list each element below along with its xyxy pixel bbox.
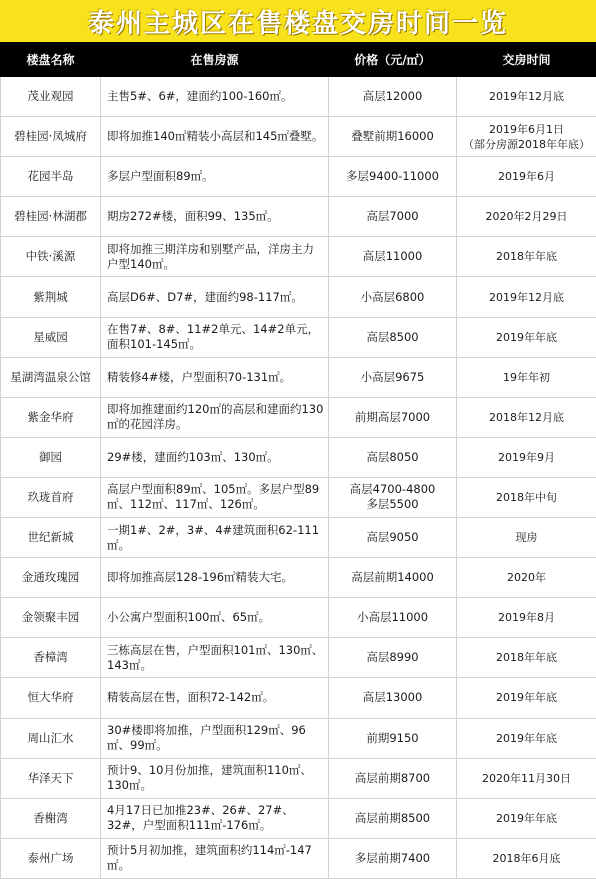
cell-delivery: 2018年年底 — [457, 638, 596, 678]
cell-price: 高层8500 — [329, 317, 457, 357]
cell-source: 精装修4#楼，户型面积70-131㎡。 — [101, 357, 329, 397]
cell-name: 恒大华府 — [1, 678, 101, 718]
cell-name: 碧桂园·林湖郡 — [1, 197, 101, 237]
table-row — [1, 277, 596, 317]
cell-name: 紫金华府 — [1, 397, 101, 437]
cell-delivery: 2018年中旬 — [457, 477, 596, 517]
table-row — [1, 157, 596, 197]
cell-source: 即将加推建面约120㎡的高层和建面约130㎡的花园洋房。 — [101, 397, 329, 437]
cell-delivery: 2019年6月1日 （部分房源2018年年底） — [457, 117, 596, 157]
table-row — [1, 317, 596, 357]
cell-name: 泰州广场 — [1, 838, 101, 878]
cell-name: 花园半岛 — [1, 157, 101, 197]
cell-name: 紫荆城 — [1, 277, 101, 317]
cell-source: 即将加推三期洋房和别墅产品，洋房主力户型140㎡。 — [101, 237, 329, 277]
table-row — [1, 758, 596, 798]
table-row — [1, 678, 596, 718]
cell-source: 高层户型面积89㎡、105㎡。多层户型89㎡、112㎡、117㎡、126㎡。 — [101, 477, 329, 517]
cell-price: 高层4700-4800 多层5500 — [329, 477, 457, 517]
page-title: 泰州主城区在售楼盘交房时间一览 — [88, 3, 508, 40]
table-row — [1, 357, 596, 397]
table-row — [1, 237, 596, 277]
cell-source: 高层D6#、D7#，建面约98-117㎡。 — [101, 277, 329, 317]
table-row — [1, 197, 596, 237]
cell-delivery: 2020年 — [457, 558, 596, 598]
cell-price: 高层7000 — [329, 197, 457, 237]
cell-name: 星湖湾温泉公馆 — [1, 357, 101, 397]
cell-source: 期房272#楼，面积99、135㎡。 — [101, 197, 329, 237]
cell-price: 高层前期8700 — [329, 758, 457, 798]
cell-source: 预计9、10月份加推，建筑面积110㎡、130㎡。 — [101, 758, 329, 798]
header-delivery: 交房时间 — [457, 43, 596, 77]
cell-source: 多层户型面积89㎡。 — [101, 157, 329, 197]
cell-delivery: 现房 — [457, 518, 596, 558]
table-row — [1, 77, 596, 117]
cell-name: 中铁·溪源 — [1, 237, 101, 277]
cell-delivery: 2019年年底 — [457, 718, 596, 758]
cell-source: 29#楼，建面约103㎡、130㎡。 — [101, 437, 329, 477]
cell-delivery: 2019年9月 — [457, 437, 596, 477]
table-header — [1, 43, 596, 77]
cell-price: 高层9050 — [329, 518, 457, 558]
cell-delivery: 2019年12月底 — [457, 277, 596, 317]
table-row — [1, 558, 596, 598]
table-row — [1, 798, 596, 838]
cell-delivery: 2018年年底 — [457, 237, 596, 277]
cell-name: 御园 — [1, 437, 101, 477]
cell-price: 高层前期14000 — [329, 558, 457, 598]
table-row — [1, 477, 596, 517]
cell-delivery: 2019年6月 — [457, 157, 596, 197]
cell-price: 叠墅前期16000 — [329, 117, 457, 157]
table-row — [1, 598, 596, 638]
cell-price: 高层13000 — [329, 678, 457, 718]
cell-name: 碧桂园·凤城府 — [1, 117, 101, 157]
cell-price: 高层11000 — [329, 237, 457, 277]
table-row — [1, 518, 596, 558]
cell-name: 星威园 — [1, 317, 101, 357]
cell-price: 小高层6800 — [329, 277, 457, 317]
table-body — [1, 77, 596, 879]
cell-price: 前期高层7000 — [329, 397, 457, 437]
cell-name: 茂业观园 — [1, 77, 101, 117]
cell-source: 精装高层在售，面积72-142㎡。 — [101, 678, 329, 718]
cell-source: 即将加推140㎡精装小高层和145㎡叠墅。 — [101, 117, 329, 157]
cell-name: 香樟湾 — [1, 638, 101, 678]
header-price: 价格（元/㎡） — [329, 43, 457, 77]
cell-name: 华泽天下 — [1, 758, 101, 798]
cell-name: 香榭湾 — [1, 798, 101, 838]
cell-source: 一期1#、2#，3#、4#建筑面积62-111㎡。 — [101, 518, 329, 558]
cell-price: 小高层11000 — [329, 598, 457, 638]
table-row — [1, 718, 596, 758]
cell-price: 高层8990 — [329, 638, 457, 678]
cell-delivery: 2019年12月底 — [457, 77, 596, 117]
cell-source: 三栋高层在售，户型面积101㎡、130㎡、143㎡。 — [101, 638, 329, 678]
table-row — [1, 638, 596, 678]
cell-delivery: 2018年6月底 — [457, 838, 596, 878]
title-banner — [0, 0, 596, 42]
cell-source: 30#楼即将加推，户型面积129㎡、96㎡、99㎡。 — [101, 718, 329, 758]
table-row — [1, 117, 596, 157]
cell-source: 小公寓户型面积100㎡、65㎡。 — [101, 598, 329, 638]
cell-delivery: 2019年年底 — [457, 678, 596, 718]
cell-name: 玖珑首府 — [1, 477, 101, 517]
cell-name: 周山汇水 — [1, 718, 101, 758]
cell-source: 主售5#、6#，建面约100-160㎡。 — [101, 77, 329, 117]
cell-price: 高层12000 — [329, 77, 457, 117]
header-row — [1, 43, 596, 77]
cell-source: 4月17日已加推23#、26#、27#、32#，户型面积111㎡-176㎡。 — [101, 798, 329, 838]
cell-source: 预计5月初加推，建筑面积约114㎡-147㎡。 — [101, 838, 329, 878]
cell-delivery: 2019年8月 — [457, 598, 596, 638]
cell-name: 金通玫瑰园 — [1, 558, 101, 598]
table-row — [1, 397, 596, 437]
housing-table — [0, 42, 596, 879]
cell-delivery: 19年年初 — [457, 357, 596, 397]
cell-source: 在售7#、8#、11#2单元、14#2单元，面积101-145㎡。 — [101, 317, 329, 357]
table-row — [1, 838, 596, 878]
cell-price: 多层前期7400 — [329, 838, 457, 878]
cell-delivery: 2018年12月底 — [457, 397, 596, 437]
header-source: 在售房源 — [101, 43, 329, 77]
cell-price: 高层前期8500 — [329, 798, 457, 838]
cell-price: 高层8050 — [329, 437, 457, 477]
cell-name: 世纪新城 — [1, 518, 101, 558]
cell-delivery: 2019年年底 — [457, 317, 596, 357]
table-row — [1, 437, 596, 477]
cell-name: 金领聚丰园 — [1, 598, 101, 638]
cell-price: 前期9150 — [329, 718, 457, 758]
cell-source: 即将加推高层128-196㎡精装大宅。 — [101, 558, 329, 598]
cell-price: 小高层9675 — [329, 357, 457, 397]
header-name: 楼盘名称 — [1, 43, 101, 77]
cell-delivery: 2020年2月29日 — [457, 197, 596, 237]
cell-price: 多层9400-11000 — [329, 157, 457, 197]
cell-delivery: 2020年11月30日 — [457, 758, 596, 798]
cell-delivery: 2019年年底 — [457, 798, 596, 838]
